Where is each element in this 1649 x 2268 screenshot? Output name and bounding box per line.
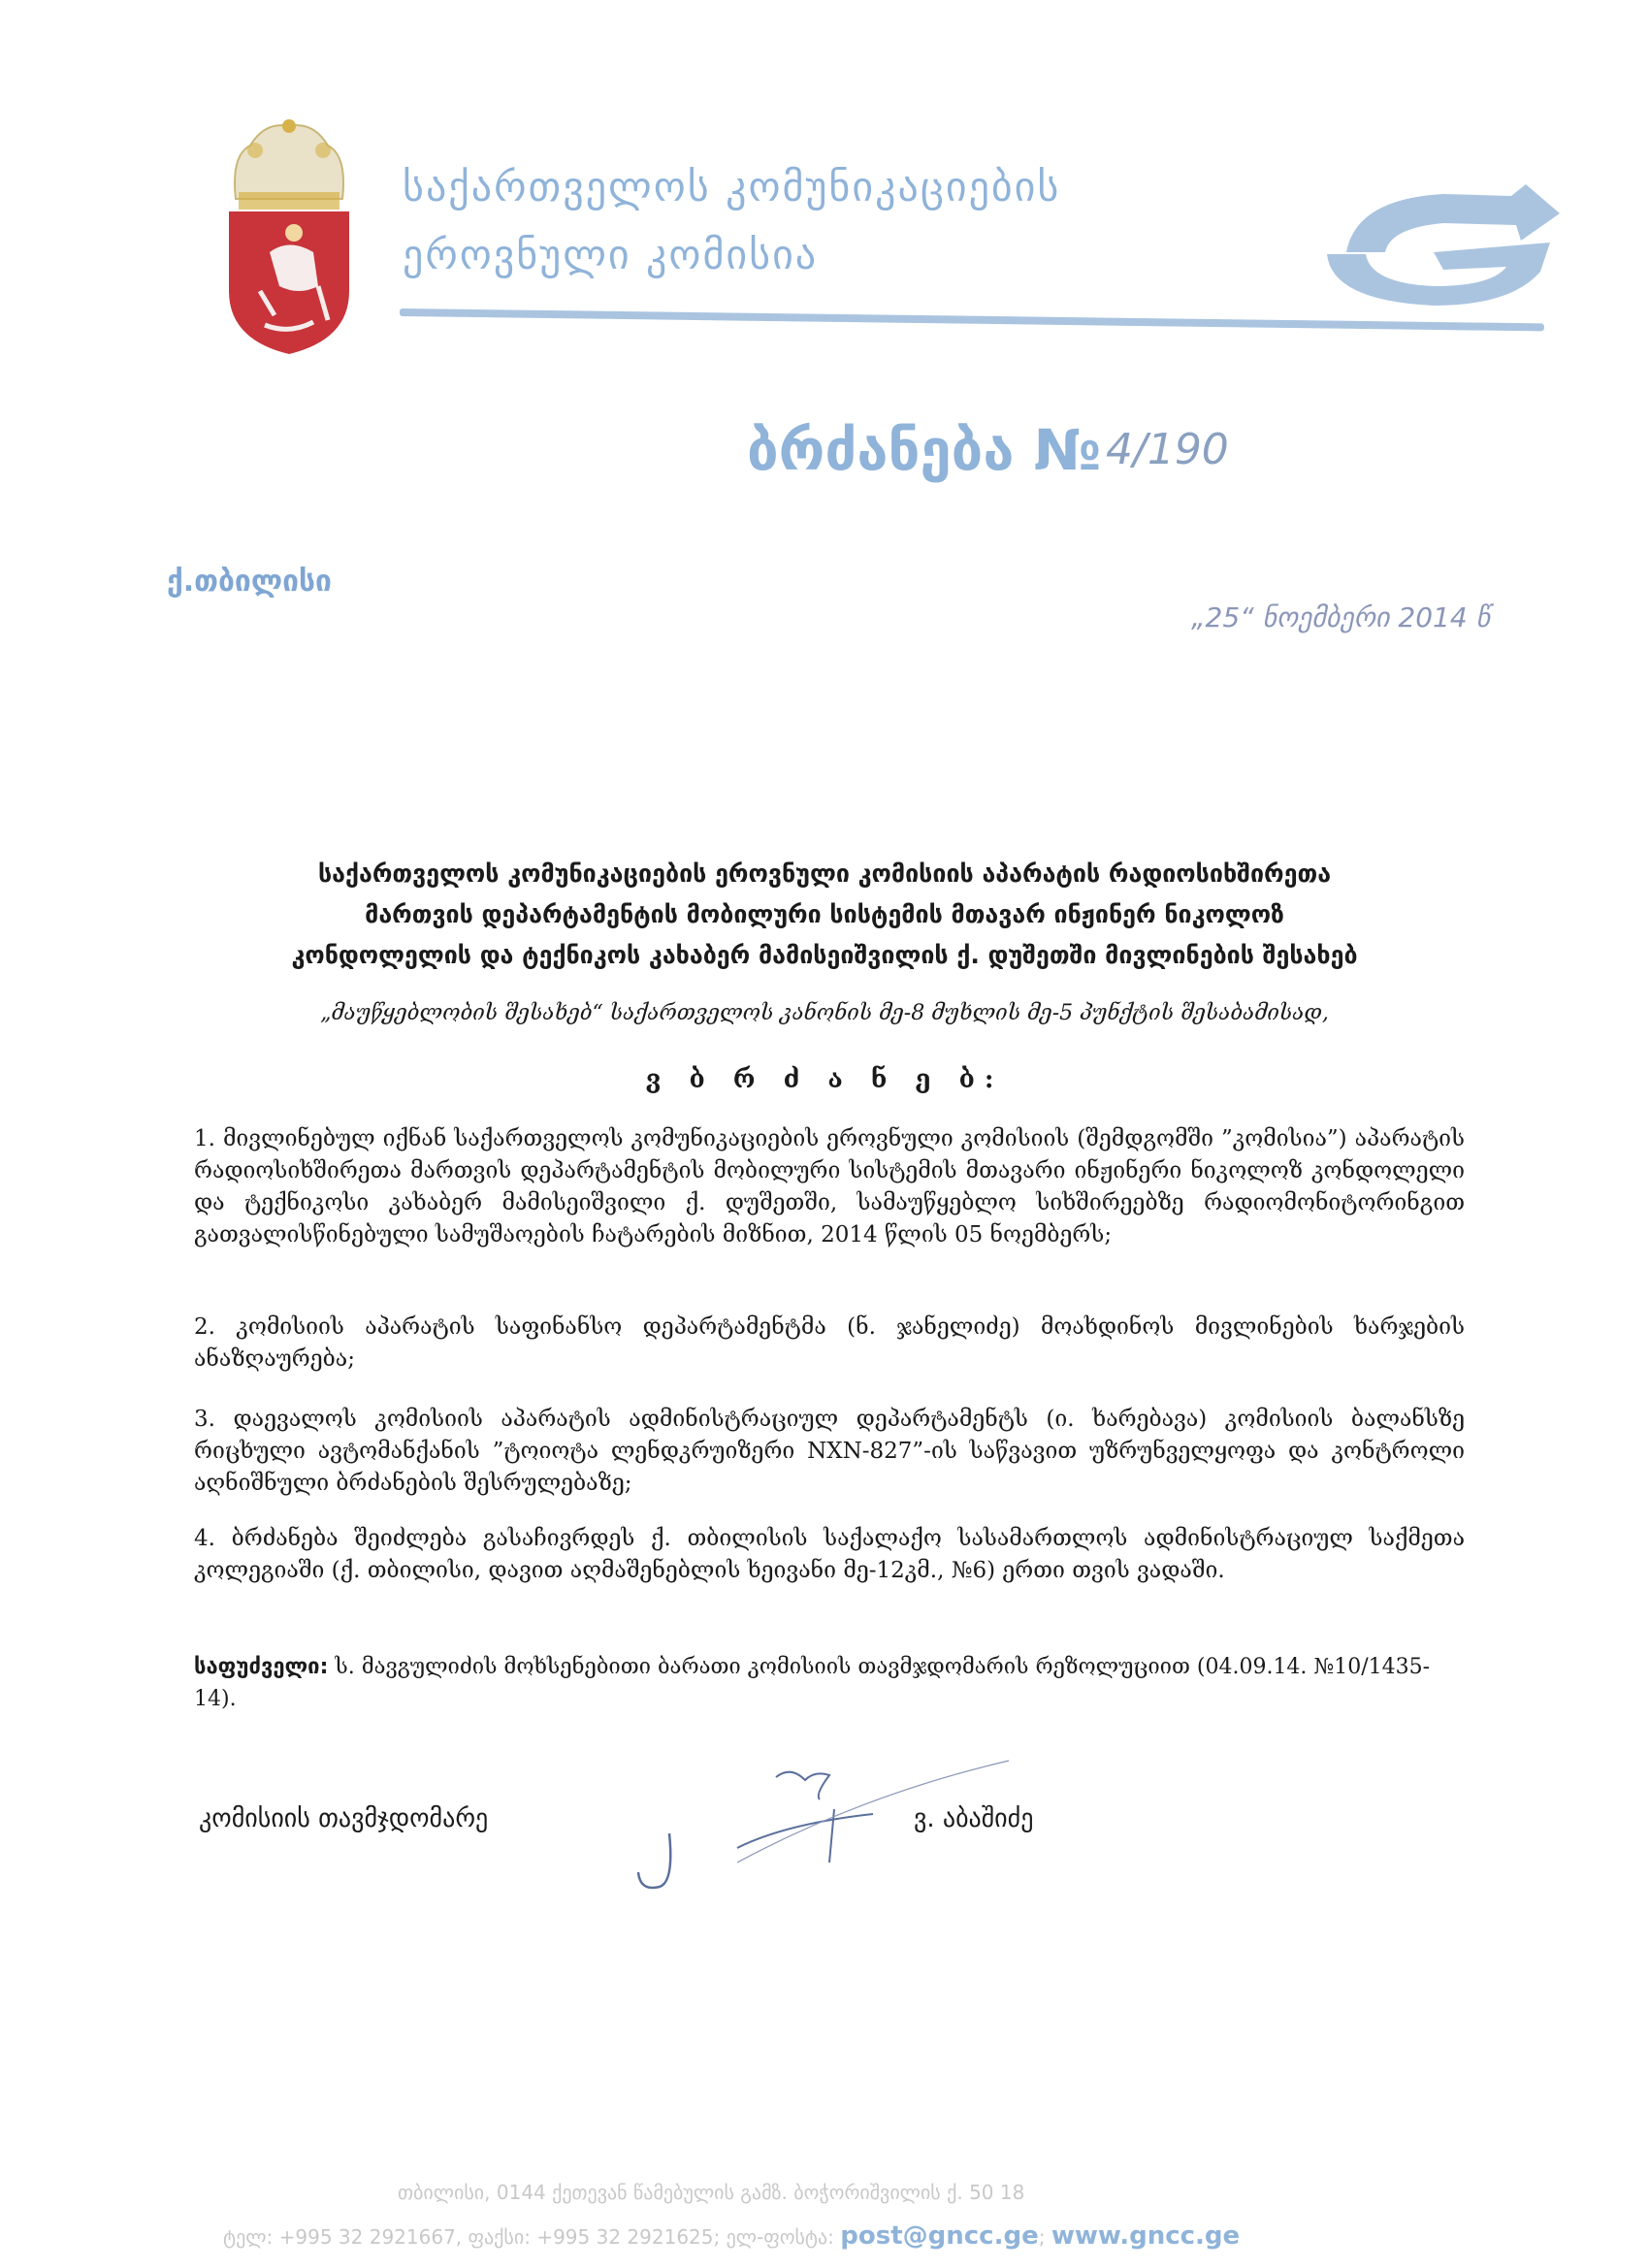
subject-line-1: საქართველოს კომუნიკაციების ეროვნული კომისიის აპარატის რადიოსიხშირეთა [317,859,1332,888]
footer-separator: ; [1038,2225,1051,2249]
subject-line-2: მართვის დეპარტამენტის მობილური სისტემის მთავარ ინჟინერ ნიკოლოზ [365,900,1284,928]
order-paragraph-3: 3. დაევალოს კომისიის აპარატის ადმინისტრაციულ დეპარტამენტს (ი. ხარებავა) კომისიის ბალანსზე რიცხული ავტომანქანის ”ტოიოტა ლენდკრუიზერი NXN-827”-ის საწვავით უზრუნველყოფა და კონტროლი აღნიშნული ბრძანების შესრულებაზე; [194,1407,1465,1496]
footer-address: თბილისი, 0144 ქეთევან წამებულის გამზ. ბოჭორიშვილის ქ. 50 18 [398,2181,1025,2204]
order-subject [146,854,1504,976]
footer-contacts [223,2221,1240,2251]
order-number: 4/190 [1106,425,1229,474]
gncc-logo-icon [1317,184,1560,310]
city-label: ქ.თბილისი [167,565,332,599]
order-date: „25“ ნოემბერი 2014 წ [1191,601,1491,633]
organization-name-line1: საქართველოს კომუნიკაციების [403,163,1061,211]
coat-of-arms-icon [221,116,357,359]
order-paragraph-4: 4. ბრძანება შეიძლება გასაჩივრდეს ქ. თბილისის საქალაქო სასამართლოს ადმინისტრაციულ საქმეთა კოლეგიაში (ქ. თბილისი, დავით აღმაშენებლის ხეივანი მე-12კმ., №6) ერთი თვის ვადაში. [194,1526,1465,1583]
footer-phone: ტელ: +995 32 2921667, ფაქსი: +995 32 2921625; ელ-ფოსტა: [223,2225,841,2249]
organization-name-line2: ეროვნული კომისია [403,231,819,278]
header-divider [400,308,1544,331]
orders-heading: ვ ბ რ ძ ა ნ ე ბ: [645,1065,1004,1094]
subject-line-3: კონდოლელის და ტექნიკოს კახაბერ მამისეიშვილის ქ. დუშეთში მივლინების შესახებ [291,941,1358,969]
footer-email-link[interactable]: post@gncc.ge [840,2221,1039,2251]
footer-website-link[interactable]: www.gncc.ge [1051,2221,1241,2251]
signatory-name: ვ. აბაშიძე [914,1804,1034,1833]
order-paragraph-1: 1. მივლინებულ იქნან საქართველოს კომუნიკაციების ეროვნული კომისიის (შემდგომში ”კომისია”) აპარატის რადიოსიხშირეთა მართვის დეპარტამენტის მობილური სისტემის მთავარი ინჟინერი ნიკოლოზ კონდოლელი და ტექნიკოსი კახაბერ მამისეიშვილი ქ. დუშეთში, სამაუწყებლო სიხშირეებზე რადიომონიტორინგით გათვალისწინებული სამუშაოების ჩატარების მიზნით, 2014 წლის 05 ნოემბერს; [194,1126,1465,1247]
signatory-title: კომისიის თავმჯდომარე [199,1804,489,1833]
grounds-text: ს. მავგულიძის მოხსენებითი ბარათი კომისიის თავმჯდომარის რეზოლუციით (04.09.14. №10/1435-14). [194,1655,1431,1711]
grounds-label: საფუძველი: [194,1655,329,1679]
legal-basis-line: „მაუწყებლობის შესახებ“ საქართველოს კანონის მე-8 მუხლის მე-5 პუნქტის შესაბამისად, [320,1001,1329,1025]
order-title: ბრძანება № [747,417,1102,483]
order-paragraph-2: 2. კომისიის აპარატის საფინანსო დეპარტამენტმა (ნ. ჯანელიძე) მოახდინოს მივლინების ხარჯების ანაზღაურება; [194,1314,1465,1372]
grounds-note [194,1651,1465,1715]
